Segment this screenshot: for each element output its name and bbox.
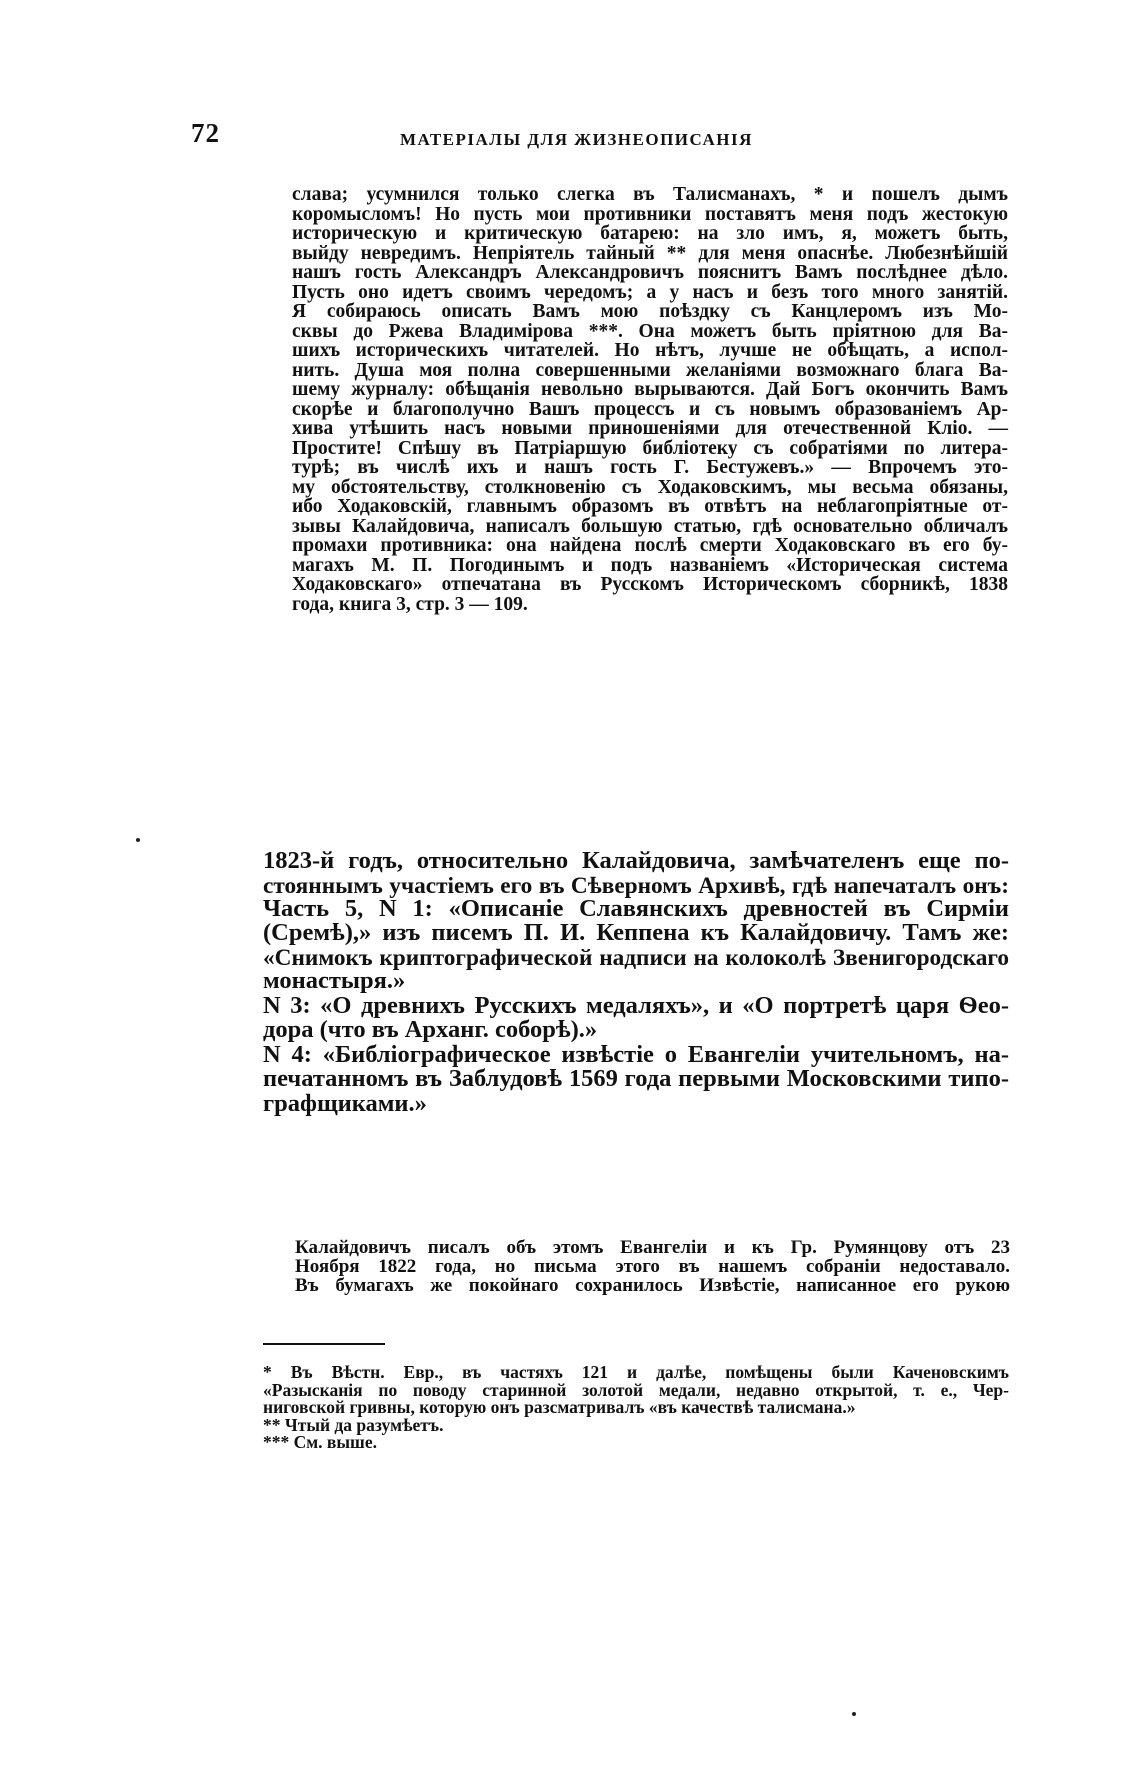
text-line: года, книга 3, стр. 3 — 109. [292,593,528,615]
footnote-line: *** См. выше. [263,1432,377,1452]
text-line: Пусть оно идетъ своимъ чередомъ; а у насъ и безъ того много занятій. [292,281,1008,303]
text-line: скорѣе и благополучно Вашъ процессъ и съ новымъ образованіемъ Ар- [292,398,1008,420]
text-line: ибо Ходаковскій, главнымъ образомъ въ отвѣтъ на неблагопріятные от- [292,496,1008,517]
footnote-rule [263,1343,385,1345]
text-line: Ноября 1822 года, но письма этого въ нашемъ собраніи недоставало. [295,1256,1010,1277]
text-line: (Сремѣ),» изъ писемъ П. И. Кеппена къ Калайдовичу. Тамъ же: [263,919,1009,947]
text-line: магахъ М. П. Погодинымъ и подъ названіемъ «Историческая система [292,554,1008,576]
text-line: промахи противника: она найдена послѣ смерти Ходаковскаго въ его бу- [292,535,1008,556]
footnote-line: ** Чтый да разумѣетъ. [263,1414,444,1435]
main-text-block [263,842,1009,1117]
page-number: 72 [191,118,220,148]
footnote-line: ниговской гривны, которую онъ разсматривалъ «въ качествѣ талисмана.» [263,1397,856,1417]
text-line: слава; усумнился только слегка въ Талисманахъ, * и пошелъ дымъ [292,184,1008,205]
text-line: коромысломъ! Но пусть мои противники поставятъ меня подъ жестокую [292,203,1008,225]
text-line: N 3: «О древнихъ Русскихъ медаляхъ», и «О портретѣ царя Ѳео- [263,991,1009,1019]
text-line: шихъ историческихъ читателей. Но нѣтъ, лучше не обѣщать, а испол- [292,340,1008,361]
text-line: выйду невредимъ. Непріятель тайный ** для меня опаснѣе. Любезнѣйшій [292,242,1008,264]
footnote-line: * Въ Вѣстн. Евр., въ частяхъ 121 и далѣе, помѣщены были Каченовскимъ [263,1362,1009,1382]
text-line: 1823-й годъ, относительно Калайдовича, замѣчателенъ еще по- [263,847,1009,874]
text-line: нашъ гость Александръ Александровичъ пояснитъ Вамъ послѣднее дѣло. [292,262,1008,283]
footnote-line: «Разысканія по поводу старинной золотой медали, недавно открытой, т. е., Чер- [263,1379,1009,1400]
quoted-letter-block [292,180,1008,615]
text-line: нить. Душа моя полна совершенными желаніями возможнаго блага Ва- [292,359,1008,381]
text-line: хива утѣшить насъ новыми приношеніями для отечественной Кліо. — [292,418,1008,439]
text-line: зывы Калайдовича, написалъ большую статью, гдѣ основательно обличалъ [292,515,1008,537]
text-line: Простите! Спѣшу въ Патріаршую библіотеку съ собратіями по литера- [292,437,1008,459]
text-line: сквы до Ржева Владимірова ***. Она можетъ быть пріятною для Ва- [292,320,1008,342]
text-line: дора (что въ Арханг. соборѣ).» [263,1016,598,1044]
footnotes-block [263,1357,1009,1452]
text-line: му обстоятельству, столкновенію съ Ходаковскимъ, мы весьма обязаны, [292,476,1008,498]
text-line: Ходаковскаго» отпечатана въ Русскомъ Историческомъ сборникѣ, 1838 [292,574,1008,595]
running-title: МАТЕРІАЛЫ ДЛЯ ЖИЗНЕОПИСАНІЯ [400,130,753,149]
text-line: стояннымъ участіемъ его въ Сѣверномъ Архивѣ, гдѣ напечаталъ онъ: [263,872,1009,899]
text-line: «Снимокъ криптографической надписи на колоколѣ Звенигородскаго [263,944,1009,971]
text-line: печатанномъ въ Заблудовѣ 1569 года первыми Московскими типо- [263,1065,1009,1093]
text-line: турѣ; въ числѣ ихъ и нашъ гость Г. Бестужевъ.» — Впрочемъ это- [292,457,1008,478]
margin-dot [136,838,140,842]
text-line: монастыря.» [263,967,406,995]
text-line: N 4: «Библіографическое извѣстіе о Евангеліи учительномъ, на- [263,1040,1009,1068]
text-line: Въ бумагахъ же покойнаго сохранилось Извѣстіе, написанное его рукою [295,1275,1010,1296]
text-line: шему журналу: обѣщанія невольно вырываются. Дай Богъ окончить Вамъ [292,379,1008,400]
small-print-note [295,1232,1010,1296]
text-line: Я собираюсь описать Вамъ мою поѣздку съ Канцлеромъ изъ Мо- [292,301,1008,322]
text-line: Часть 5, N 1: «Описаніе Славянскихъ древностей въ Сирміи [263,894,1009,922]
text-line: Калайдовичъ писалъ объ этомъ Евангеліи и къ Гр. Румянцову отъ 23 [295,1237,1010,1258]
text-line: графщиками.» [263,1089,427,1117]
text-line: историческую и критическую батарею: на зло имъ, я, можетъ быть, [292,223,1008,244]
bottom-dot [852,1712,856,1716]
